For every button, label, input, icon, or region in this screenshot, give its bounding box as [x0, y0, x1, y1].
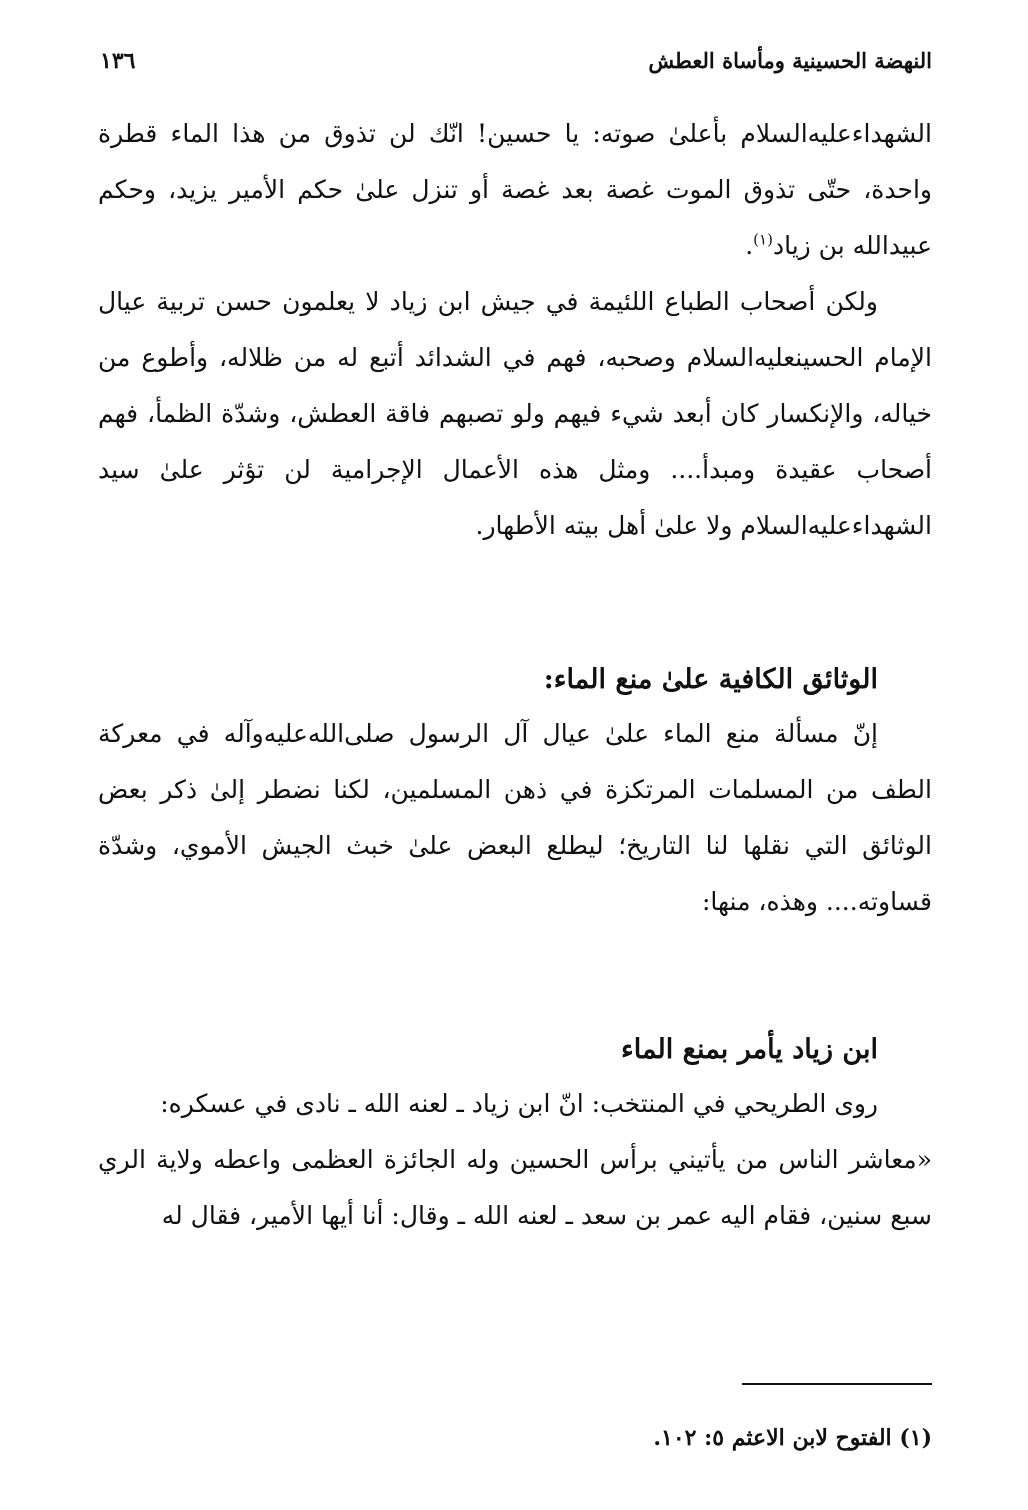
footnote-1: (١) الفتوح لابن الاعثم ٥: ١٠٢.	[653, 1425, 932, 1451]
opening-text-block	[98, 106, 932, 554]
documents-text-block	[98, 706, 932, 930]
paragraph-tarihi-narration: روى الطريحي في المنتخب: انّ ابن زياد ـ لعنه الله ـ نادى في عسكره:	[160, 1089, 878, 1118]
section-heading-documents: الوثائق الكافية علىٰ منع الماء:	[543, 664, 878, 695]
running-title: النهضة الحسينية ومأساة العطش	[648, 48, 932, 73]
paragraph-quotation: «معاشر الناس من يأتيني برأس الحسين وله الجائزة العظمى واعطه ولاية الري سبع سنين، فقام اليه عمر بن سعد ـ لعنه الله ـ وقال: أنا أيها الأمير، فقال له	[98, 1145, 932, 1230]
section-heading-ibn-ziyad: ابن زياد يأمر بمنع الماء	[621, 1034, 878, 1065]
running-header	[100, 48, 932, 88]
paragraph-companions: ولكن أصحاب الطباع اللئيمة في جيش ابن زياد لا يعلمون حسن تربية عيال الإمام الحسينعليه‌السلام وصحبه، فهم في الشدائد أتبع له من ظلاله، وأطوع من خياله، والإنكسار كان أبعد شيء فيهم ولو تصبهم فاقة العطش، وشدّة الظمأ، فهم أصحاب عقيدة ومبدأ.... ومثل هذه الأعمال الإجرامية لن تؤثر علىٰ سيد الشهداءعليه‌السلام ولا علىٰ أهل بيته الأطهار.	[98, 287, 932, 540]
paragraph-continuation	[98, 106, 932, 274]
ibn-ziyad-text-block	[98, 1076, 932, 1244]
paragraph-end-mark: .	[745, 231, 754, 260]
page-number: ١٣٦	[100, 48, 136, 74]
footnote-reference: (١)	[753, 230, 773, 249]
footnote-separator	[742, 1383, 932, 1385]
paragraph-continuation-text: الشهداءعليه‌السلام بأعلىٰ صوته: يا حسين! انّك لن تذوق من هذا الماء قطرة واحدة، حتّى تذوق الموت غصة بعد غصة أو تنزل علىٰ حكم الأمير يزيد، وحكم عبيدالله بن زياد	[98, 119, 932, 260]
paragraph-water-denial: إنّ مسألة منع الماء علىٰ عيال آل الرسول صلى‌الله‌عليه‌وآله في معركة الطف من المسلمات المرتكزة في ذهن المسلمين، لكنا نضطر إلىٰ ذكر بعض الوثائق التي نقلها لنا التاريخ؛ ليطلع البعض علىٰ خبث الجيش الأموي، وشدّة قساوته.... وهذه، منها:	[98, 719, 932, 916]
